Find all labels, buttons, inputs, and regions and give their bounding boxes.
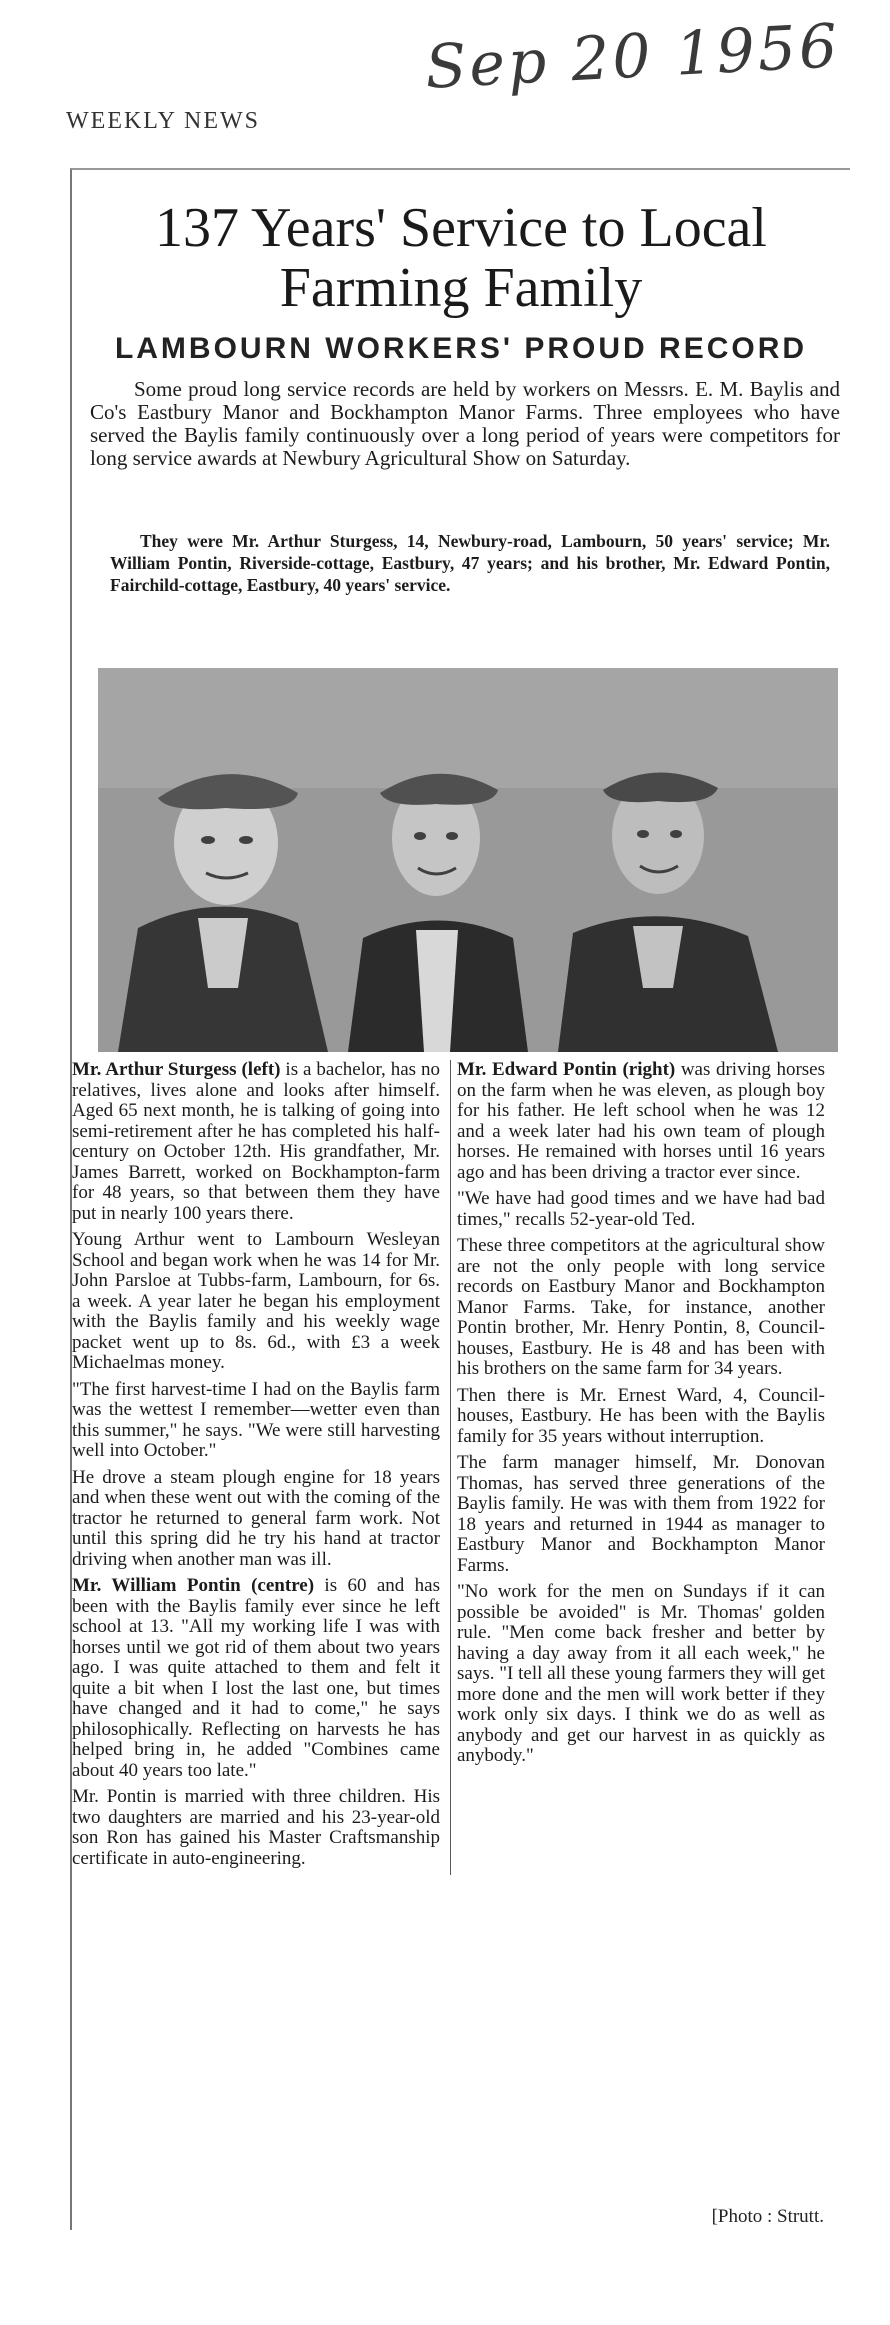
headline-line-1: 137 Years' Service to Local (155, 197, 767, 259)
paragraph-young-arthur: Young Arthur went to Lambourn Wesleyan School and began work when he was 14 for Mr. John Parsloe at Tubbs-farm, Lambourn, for 6s. a week. A year later he began his employment with the Baylis family and his weekly wage packet went up to 8s. 6d., with £3 a week Michaelmas money. (72, 1229, 440, 1373)
headline-line-2: Farming Family (279, 257, 643, 319)
paragraph-text: was driving horses on the farm when he was eleven, as plough boy for his father. He left school when he was 12 and a week later had his own team of plough horses. He remained with horses until 16 years ago and has been driving a tractor ever since. (457, 1059, 825, 1183)
photo-three-farm-workers (98, 668, 838, 1052)
paragraph-three-competitors: These three competitors at the agricultural show are not the only people with long service records on Eastbury Manor and Bockhampton Manor Farms. Take, for instance, another Pontin brother, Mr. Henry Pontin, 8, Council-houses, Eastbury. He is 48 and has been with his brothers on the same farm for 34 years. (457, 1235, 825, 1379)
headline (72, 198, 850, 318)
lead-name-william: Mr. William Pontin (centre) (72, 1575, 315, 1596)
intro-paragraph: Some proud long service records are held by workers on Messrs. E. M. Baylis and Co's Eastbury Manor and Bockhampton Manor Farms. Three employees who have served the Baylis family continuously over a long period of years were competitors for long service awards at Newbury Agricultural Show on Saturday. (90, 377, 840, 470)
paragraph-steam-plough: He drove a steam plough engine for 18 years and when these went out with the coming of the tractor he returned to general farm work. Not until this spring did he try his hand at tractor driving when another man was ill. (72, 1466, 440, 1570)
masthead: WEEKLY NEWS (66, 108, 260, 134)
paragraph-ernest-ward: Then there is Mr. Ernest Ward, 4, Council-houses, Eastbury. He has been with the Baylis family for 35 years without interruption. (457, 1384, 825, 1447)
paragraph-farm-manager: The farm manager himself, Mr. Donovan Thomas, has served three generations of the Baylis family. He was with them from 1922 for 18 years and returned in 1944 as manager to Eastbury Manor and Bockhampton Manor Farms. (457, 1452, 825, 1576)
paragraph-arthur-sturgess (72, 1060, 440, 1224)
lead-name-arthur: Mr. Arthur Sturgess (left) (72, 1059, 281, 1080)
photo-illustration (98, 668, 838, 1052)
subheadline: LAMBOURN WORKERS' PROUD RECORD (114, 332, 808, 365)
handwritten-date: Sep 20 1956 (423, 11, 842, 103)
paragraph-william-pontin (72, 1576, 440, 1781)
lead-name-edward: Mr. Edward Pontin (right) (457, 1059, 676, 1080)
paragraph-pontin-family: Mr. Pontin is married with three children. His two daughters are married and his 23-year-old son Ron has gained his Master Craftsmanship certificate in auto-engineering. (72, 1786, 440, 1869)
article-left-column (72, 1060, 451, 1875)
paragraph-first-harvest: "The first harvest-time I had on the Baylis farm was the wettest I remember—wetter even than this summer," he says. "We were still harvesting well into October." (72, 1378, 440, 1461)
intro-names-paragraph: They were Mr. Arthur Sturgess, 14, Newbury-road, Lambourn, 50 years' service; Mr. William Pontin, Riverside-cottage, Eastbury, 47 years; and his brother, Mr. Edward Pontin, Fairchild-cottage, Eastbury, 40 years' service. (110, 531, 830, 595)
paragraph-good-times: "We have had good times and we have had bad times," recalls 52-year-old Ted. (457, 1188, 825, 1230)
paragraph-golden-rule: "No work for the men on Sundays if it can possible be avoided" is Mr. Thomas' golden rule. "Men come back fresher and better by having a day away from it all each week," he says. "I tell all these young farmers they will get more done and the men will work better if they work only six days. I think we do as well as anybody and get our harvest in as quickly as anybody." (457, 1581, 825, 1766)
paragraph-text: is a bachelor, has no relatives, lives alone and looks after himself. Aged 65 next month, he is talking of going into semi-retirement after he has completed his half-century on October 12th. His grandfather, Mr. James Barrett, worked on Bockhampton-farm for 48 years, so that between them they have put in nearly 100 years there. (72, 1059, 440, 1224)
article-right-column (457, 1060, 825, 1773)
paragraph-text: is 60 and has been with the Baylis family ever since he left school at 13. "All my working life I was with horses until we got rid of them about two years ago. I was quite attached to them and felt it quite a bit when I lost the last one, but times have changed and it had to come," he says philosophically. Reflecting on harvests he has helped bring in, he added "Combines came about 40 years too late." (72, 1575, 440, 1781)
paragraph-edward-pontin (457, 1060, 825, 1183)
photo-credit: [Photo : Strutt. (711, 2206, 824, 2227)
newspaper-clipping (70, 168, 850, 2230)
